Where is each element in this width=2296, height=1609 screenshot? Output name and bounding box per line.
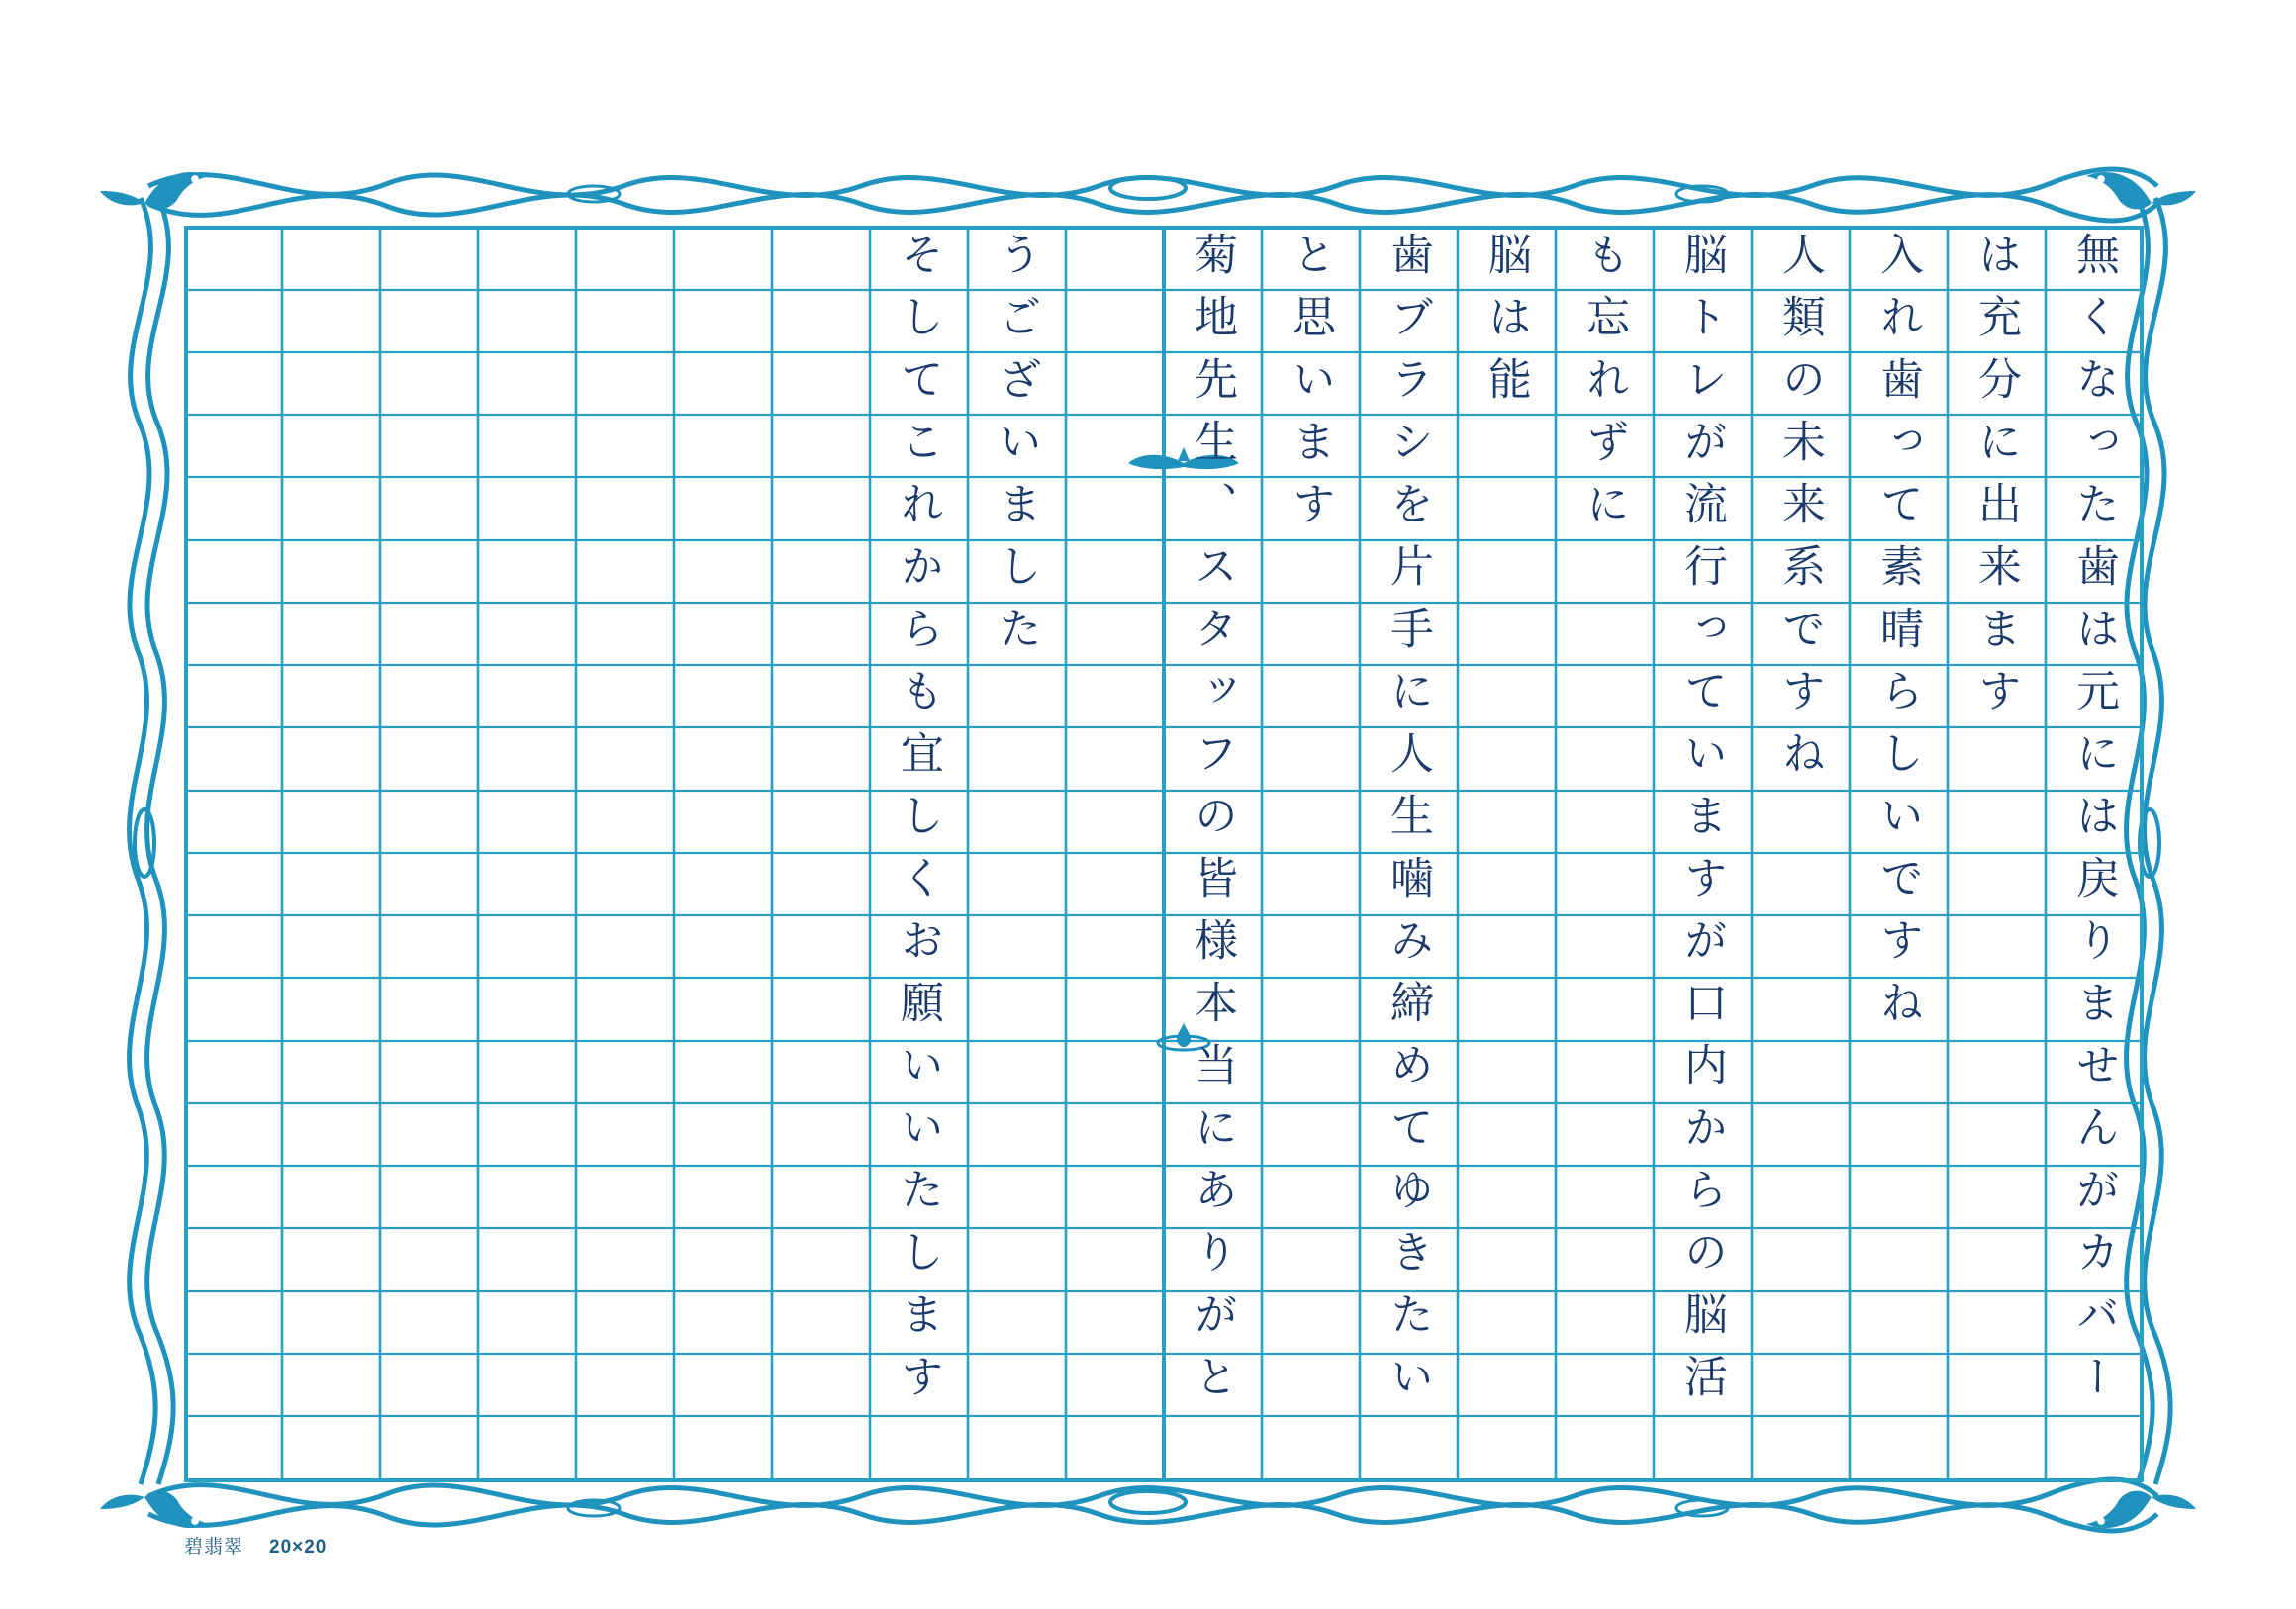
handwriting-column-7: 脳は能 bbox=[1481, 232, 1531, 419]
handwritten-text-layer bbox=[184, 226, 2144, 1482]
paper-brand-label: 碧翡翠 bbox=[184, 1536, 244, 1558]
handwriting-column-10: 菊地先生、スタッフの皆様本当にありがと bbox=[1187, 232, 1237, 1416]
handwriting-column-3: 入れ歯って素晴らしいですね bbox=[1872, 232, 1923, 1042]
handwriting-column-1: 無くなった歯は元には戻りませんがカバー bbox=[2068, 232, 2119, 1416]
kingfisher-icon-bottom-left bbox=[100, 1491, 210, 1528]
paper-grid-spec-label: 20×20 bbox=[269, 1537, 328, 1558]
paper-footer bbox=[184, 1532, 327, 1559]
handwriting-column-5: 脳トレが流行っていますが口内からの脳活 bbox=[1676, 232, 1727, 1416]
handwriting-column-6: も忘れずに bbox=[1578, 232, 1629, 543]
kingfisher-icon-bottom-right bbox=[2086, 1491, 2196, 1528]
handwriting-column-9: と思います bbox=[1285, 232, 1335, 543]
handwriting-column-12: そしてこれからも宜しくお願いいたします bbox=[893, 232, 943, 1416]
kingfisher-icon-top-right bbox=[2086, 172, 2196, 209]
handwriting-column-2: は充分に出来ます bbox=[1970, 232, 2021, 730]
handwriting-column-4: 人類の未来系ですね bbox=[1774, 232, 1825, 793]
handwriting-column-11: うございました bbox=[991, 232, 1041, 668]
handwriting-column-8: 歯ブラシを片手に人生噛み締めてゆきたい bbox=[1383, 232, 1433, 1416]
kingfisher-icon-top-left bbox=[100, 172, 210, 209]
